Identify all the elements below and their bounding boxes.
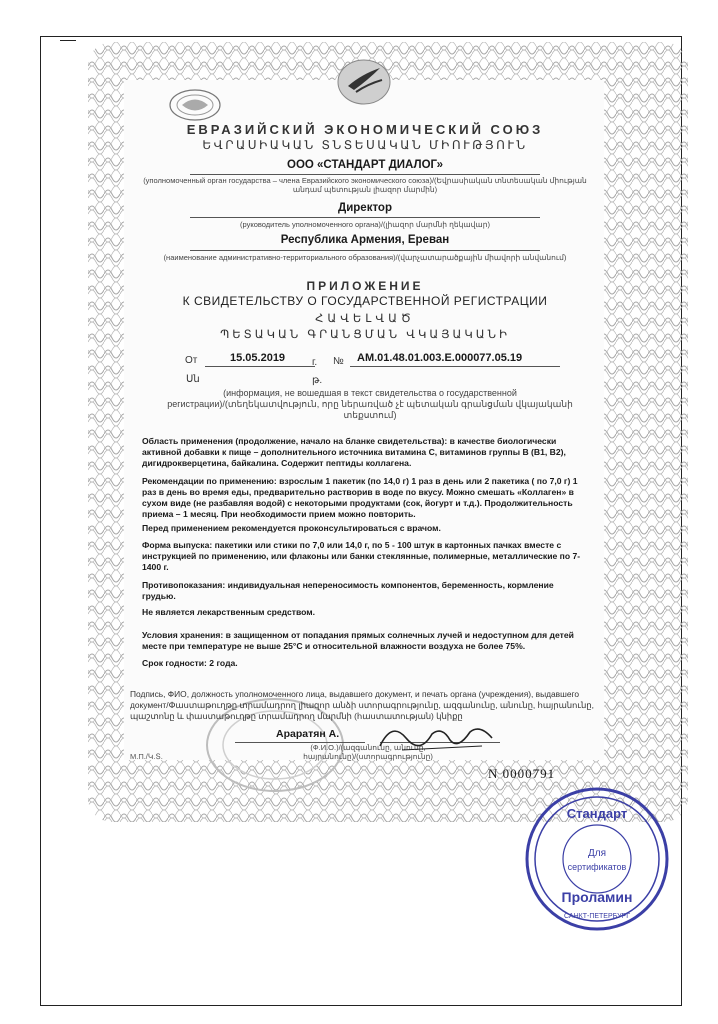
info-caption: (информация, не вошедшая в текст свидетельства о государственной регистрации)/(տեղեկատվություն, որը ներառված չէ պետական գրանցման վկայականի տեքստում) xyxy=(167,388,573,420)
decorative-seal-icon xyxy=(168,88,222,122)
stamp-text-mid2: сертификатов xyxy=(567,862,627,872)
year-mark-hy: թ. xyxy=(312,375,323,386)
location-caption: (наименование административно-территориального образования)/(վարչատարածքային միավորի անվանում) xyxy=(163,253,567,262)
authority-caption: (уполномоченный орган государства – члена Евразийского экономического союза)/(Եվրասիական տնտեսական միության անդամ պետության լիազոր մարմին) xyxy=(143,176,587,194)
stamp-text-mid1: Для xyxy=(587,848,607,859)
appendix-subtitle-hy: ՊԵՏԱԿԱՆ ԳՐԱՆՑՄԱՆ ՎԿԱՅԱԿԱՆԻ xyxy=(220,329,510,341)
union-title-hy: ԵՎՐԱՍԻԱԿԱՆ ՏՆՏԵՍԱԿԱՆ ՄԻՈՒԹՅՈՒՆ xyxy=(202,138,528,152)
divider xyxy=(205,366,315,367)
paragraph-usage: Рекомендации по применению: взрослым 1 пакетик (по 14,0 г) 1 раз в день или 2 пакетика ( по 7,0 г) 1 раз в день во время еды, предварительно растворив в воде по вкусу. Можно смешать «Коллаген» в сухом виде (не разбавляя водой) с некоторыми продуктами (сок, йогурт и т.д.). Продолжительность приема – 1 месяц. При необходимости прием можно повторить. xyxy=(142,476,578,519)
eaeu-emblem-icon xyxy=(334,56,394,108)
appendix-title: ПРИЛОЖЕНИЕ xyxy=(306,279,424,293)
paragraph-consult: Перед применением рекомендуется проконсультироваться с врачом. xyxy=(142,523,441,533)
serial-number: N 0000791 xyxy=(488,766,556,781)
authority-position: Директор xyxy=(338,202,392,214)
registration-number: AM.01.48.01.003.E.000077.05.19 xyxy=(357,352,523,364)
union-title-ru: ЕВРАЗИЙСКИЙ ЭКОНОМИЧЕСКИЙ СОЮЗ xyxy=(186,122,544,137)
stamp-place-label: М.П./Կ.Տ. xyxy=(130,752,163,761)
number-sign: № xyxy=(333,356,344,367)
divider xyxy=(190,217,540,218)
paragraph-storage: Условия хранения: в защищенном от попадания прямых солнечных лучей и недоступном для детей месте при температуре не выше 25°С и относительной влажности воздуха не более 75%. xyxy=(142,630,574,651)
signature-statement: Подпись, ФИО, должность уполномоченного лица, выдавшего документ, и печать органа (учреждения), выдавшего документ/Փաստաթուղթը տրամադրող լիազոր անձի ստորագրությունը, ազգանունը, անունը, հայրանունը, պաշտոնը և փաստաթուղթը տրամադրող մարմնի (հաստատության) կնիքը xyxy=(130,689,594,721)
from-label-hy: Սն xyxy=(186,374,200,385)
appendix-subtitle: К СВИДЕТЕЛЬСТВУ О ГОСУДАРСТВЕННОЙ РЕГИСТРАЦИИ xyxy=(182,294,548,308)
position-caption: (руководитель уполномоченного органа)/(լիազոր մարմնի ղեկավար) xyxy=(240,220,490,229)
divider xyxy=(350,366,560,367)
paragraph-form: Форма выпуска: пакетики или стики по 7,0 или 14,0 г, по 5 - 100 штук в картонных пачках вместе с инструкцией по применению, или флаконы или банки стеклянные, полимерные, металлические по 7-1400 г. xyxy=(142,540,581,572)
paragraph-shelf-life: Срок годности: 2 года. xyxy=(142,658,238,668)
signatory-name: Араратян А. xyxy=(276,728,340,740)
divider xyxy=(190,250,540,251)
divider xyxy=(190,174,540,175)
certification-stamp xyxy=(522,784,672,934)
appendix-title-hy: ՀԱՎԵԼՎԱԾ xyxy=(315,313,415,325)
signatory-caption: (Ф.И.О.)/(ազգանունը, անունը, հայրանունը)/(ստորագրությունը) xyxy=(303,743,433,761)
authority-location: Республика Армения, Ереван xyxy=(280,234,450,246)
from-label-ru: От xyxy=(185,355,198,366)
paragraph-scope: Область применения (продолжение, начало на бланке свидетельства): в качестве биологически активной добавки к пище – дополнительного источника витамина С, витаминов группы В (В1, В2), дигидрокверцетина, байкалина. Содержит пептиды коллагена. xyxy=(142,436,566,468)
year-mark-ru: г. xyxy=(312,357,318,368)
corner-mark xyxy=(60,40,76,41)
authority-name: ООО «СТАНДАРТ ДИАЛОГ» xyxy=(287,159,443,171)
registration-date: 15.05.2019 xyxy=(230,352,286,364)
handwritten-signature xyxy=(372,716,502,756)
stamp-text-top: Стандарт xyxy=(566,806,628,821)
paragraph-contraindications: Противопоказания: индивидуальная непереносимость компонентов, беременность, кормление грудью. xyxy=(142,580,554,601)
paragraph-not-medicine: Не является лекарственным средством. xyxy=(142,607,316,617)
stamp-text-city: САНКТ-ПЕТЕРБУРГ xyxy=(564,913,630,920)
stamp-text-bottom: Проламин xyxy=(561,889,633,905)
